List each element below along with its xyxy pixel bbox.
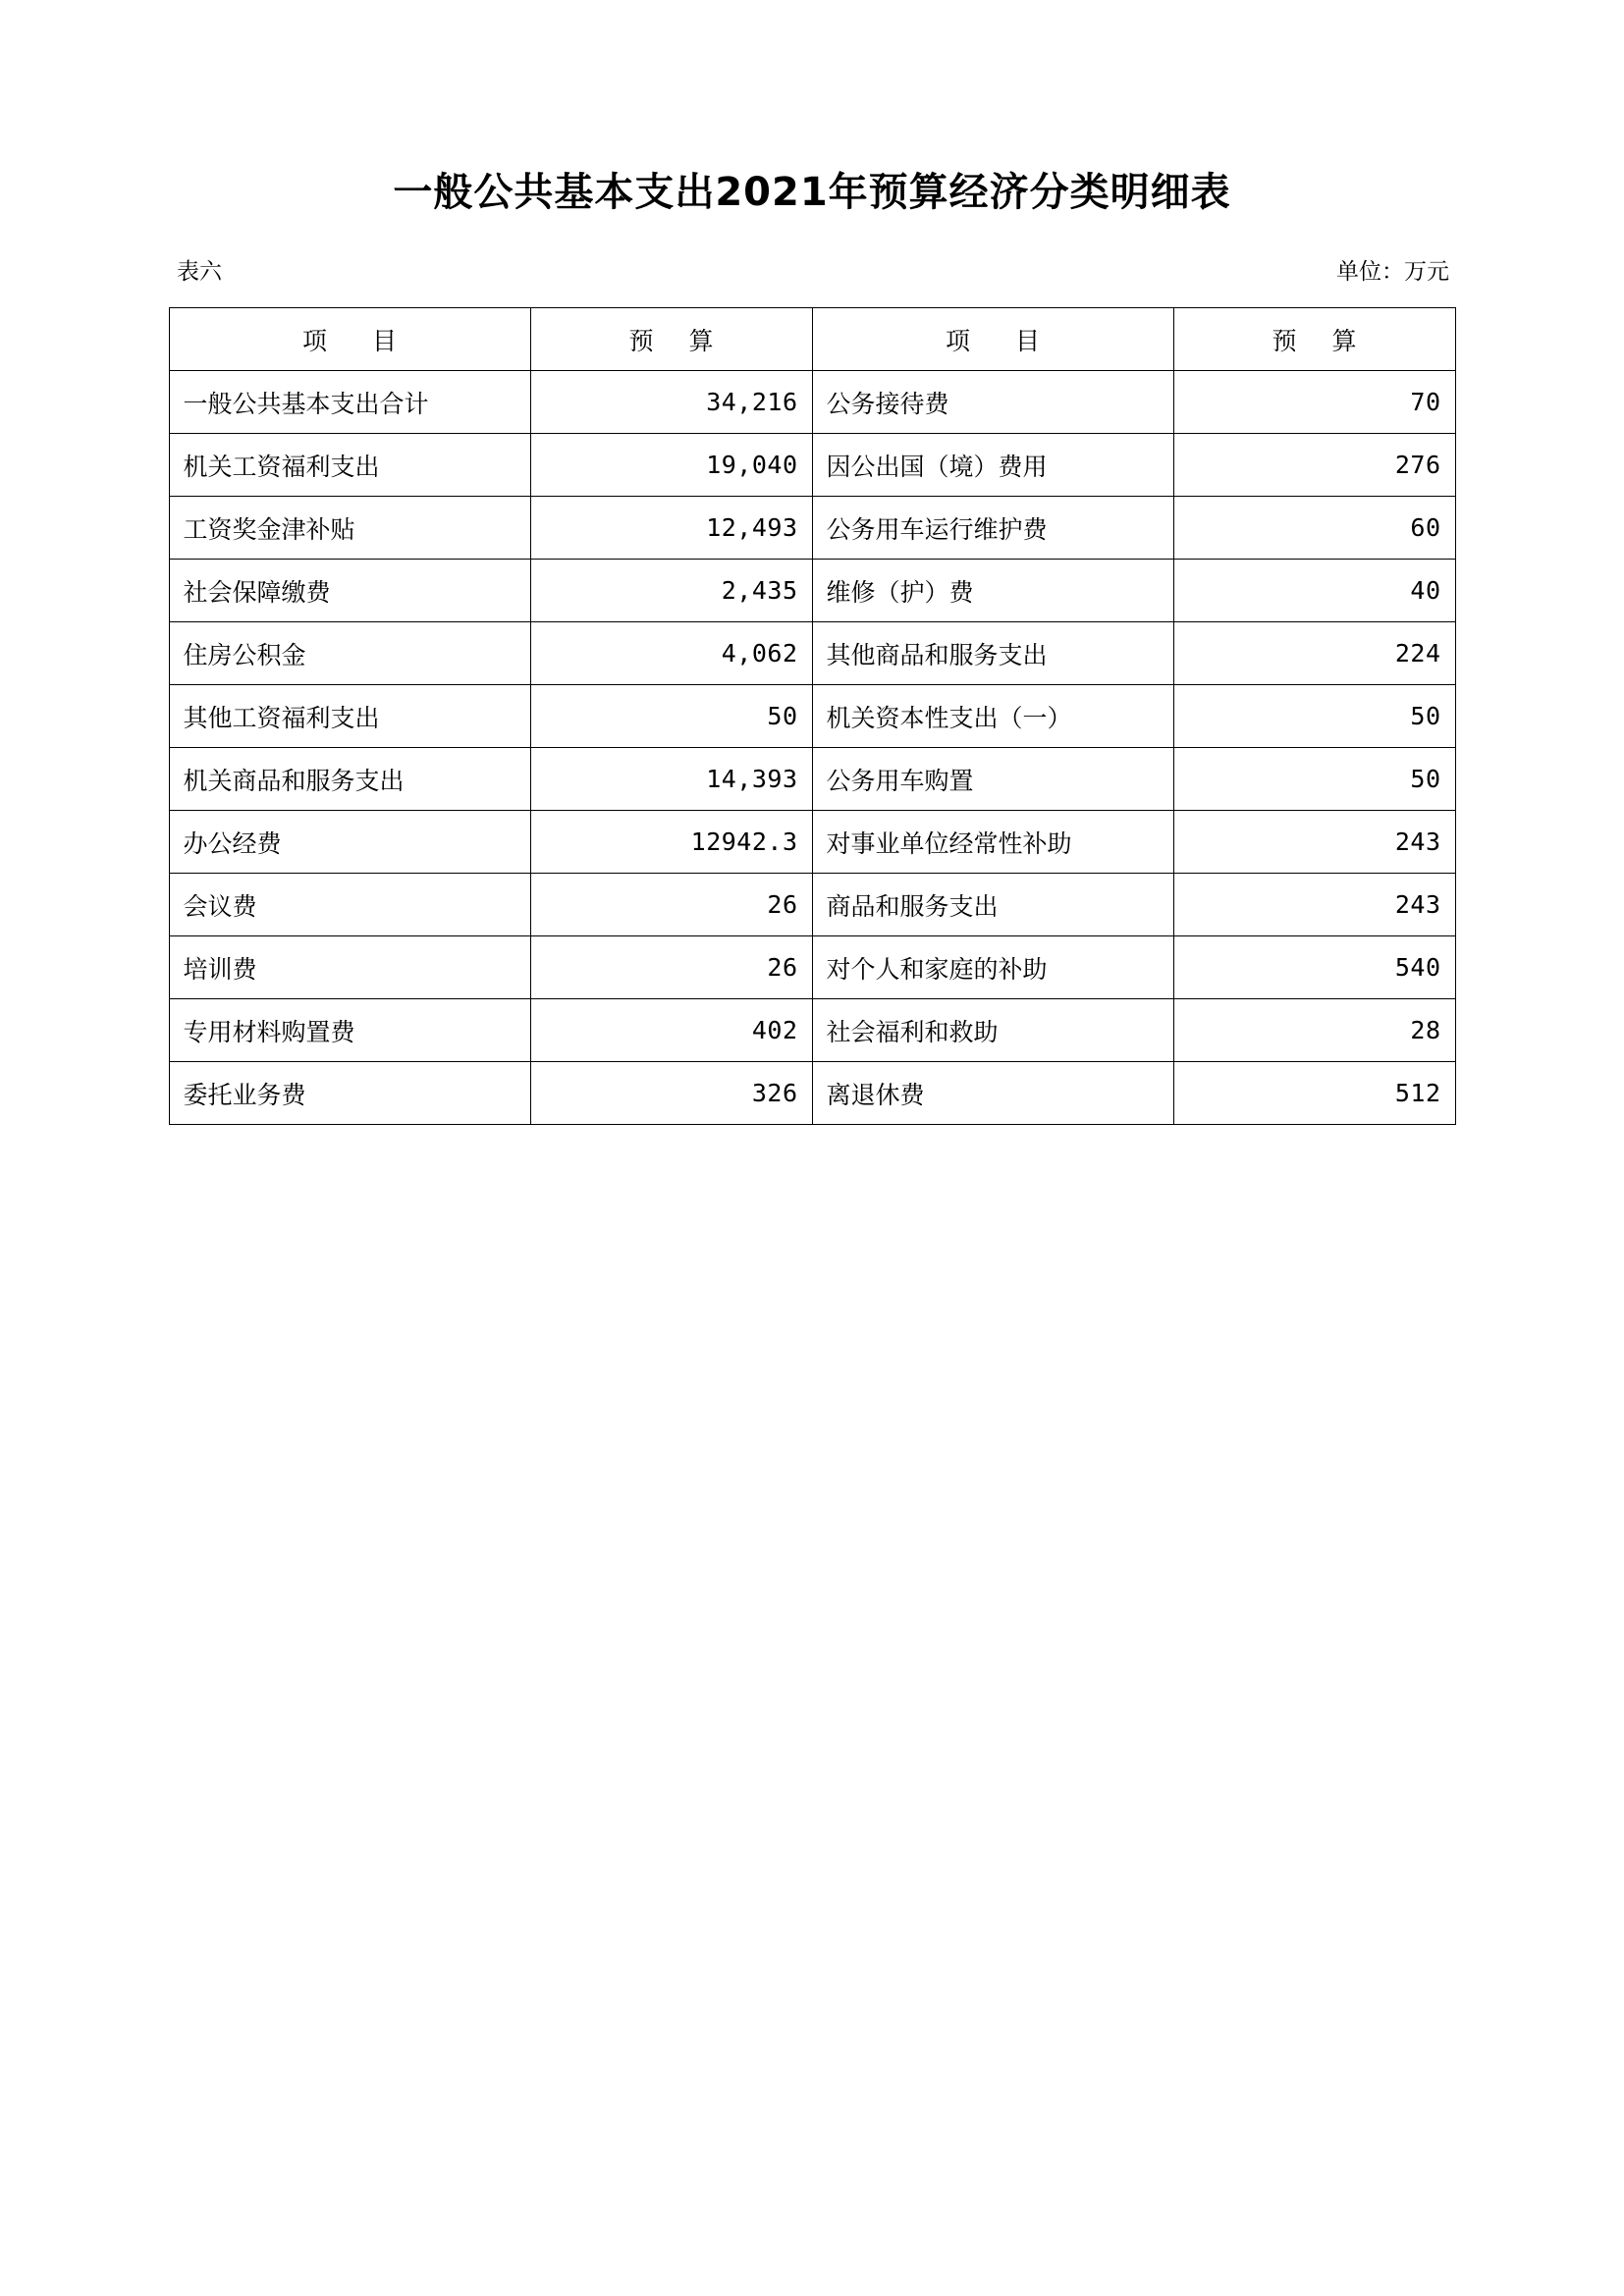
cell-item-left: 机关商品和服务支出	[169, 748, 530, 811]
cell-item-left: 一般公共基本支出合计	[169, 371, 530, 434]
cell-budget-left: 50	[530, 685, 812, 748]
cell-item-left: 工资奖金津补贴	[169, 497, 530, 560]
cell-item-right: 公务用车运行维护费	[812, 497, 1173, 560]
budget-table	[169, 307, 1456, 1125]
cell-budget-right: 276	[1173, 434, 1455, 497]
table-row	[169, 497, 1455, 560]
table-row	[169, 560, 1455, 622]
cell-budget-left: 34,216	[530, 371, 812, 434]
table-row	[169, 936, 1455, 999]
cell-item-right: 因公出国（境）费用	[812, 434, 1173, 497]
cell-budget-right: 60	[1173, 497, 1455, 560]
cell-item-right: 公务用车购置	[812, 748, 1173, 811]
cell-item-left: 机关工资福利支出	[169, 434, 530, 497]
cell-budget-right: 40	[1173, 560, 1455, 622]
table-row	[169, 748, 1455, 811]
cell-item-right: 离退休费	[812, 1062, 1173, 1125]
cell-item-right: 商品和服务支出	[812, 874, 1173, 936]
table-row	[169, 1062, 1455, 1125]
table-row	[169, 371, 1455, 434]
column-header-budget-left: 预 算	[530, 308, 812, 371]
cell-item-left: 会议费	[169, 874, 530, 936]
table-header-row	[169, 308, 1455, 371]
table-meta-row	[169, 253, 1455, 286]
table-row	[169, 874, 1455, 936]
cell-budget-left: 4,062	[530, 622, 812, 685]
cell-budget-right: 512	[1173, 1062, 1455, 1125]
cell-item-right: 对事业单位经常性补助	[812, 811, 1173, 874]
cell-budget-right: 50	[1173, 748, 1455, 811]
table-body	[169, 371, 1455, 1125]
cell-budget-right: 243	[1173, 811, 1455, 874]
cell-budget-right: 540	[1173, 936, 1455, 999]
table-row	[169, 622, 1455, 685]
cell-budget-right: 50	[1173, 685, 1455, 748]
cell-budget-left: 26	[530, 936, 812, 999]
cell-item-left: 社会保障缴费	[169, 560, 530, 622]
cell-budget-left: 12942.3	[530, 811, 812, 874]
cell-budget-left: 14,393	[530, 748, 812, 811]
table-row	[169, 685, 1455, 748]
cell-budget-left: 402	[530, 999, 812, 1062]
cell-item-right: 机关资本性支出（一）	[812, 685, 1173, 748]
column-header-item-left: 项 目	[169, 308, 530, 371]
table-label: 表六	[177, 259, 222, 285]
cell-budget-right: 28	[1173, 999, 1455, 1062]
unit-note: 单位：万元	[1336, 259, 1449, 285]
cell-item-right: 公务接待费	[812, 371, 1173, 434]
page-title: 一般公共基本支出2021年预算经济分类明细表	[393, 170, 1231, 215]
cell-item-left: 委托业务费	[169, 1062, 530, 1125]
cell-budget-left: 26	[530, 874, 812, 936]
cell-item-right: 对个人和家庭的补助	[812, 936, 1173, 999]
cell-item-left: 其他工资福利支出	[169, 685, 530, 748]
cell-budget-left: 2,435	[530, 560, 812, 622]
cell-budget-right: 224	[1173, 622, 1455, 685]
cell-budget-left: 326	[530, 1062, 812, 1125]
cell-budget-right: 70	[1173, 371, 1455, 434]
cell-budget-left: 12,493	[530, 497, 812, 560]
cell-item-left: 专用材料购置费	[169, 999, 530, 1062]
cell-item-right: 社会福利和救助	[812, 999, 1173, 1062]
table-row	[169, 811, 1455, 874]
cell-item-left: 办公经费	[169, 811, 530, 874]
cell-item-right: 维修（护）费	[812, 560, 1173, 622]
table-row	[169, 434, 1455, 497]
cell-budget-right: 243	[1173, 874, 1455, 936]
cell-budget-left: 19,040	[530, 434, 812, 497]
column-header-budget-right: 预 算	[1173, 308, 1455, 371]
cell-item-left: 住房公积金	[169, 622, 530, 685]
cell-item-left: 培训费	[169, 936, 530, 999]
cell-item-right: 其他商品和服务支出	[812, 622, 1173, 685]
column-header-item-right: 项 目	[812, 308, 1173, 371]
table-row	[169, 999, 1455, 1062]
